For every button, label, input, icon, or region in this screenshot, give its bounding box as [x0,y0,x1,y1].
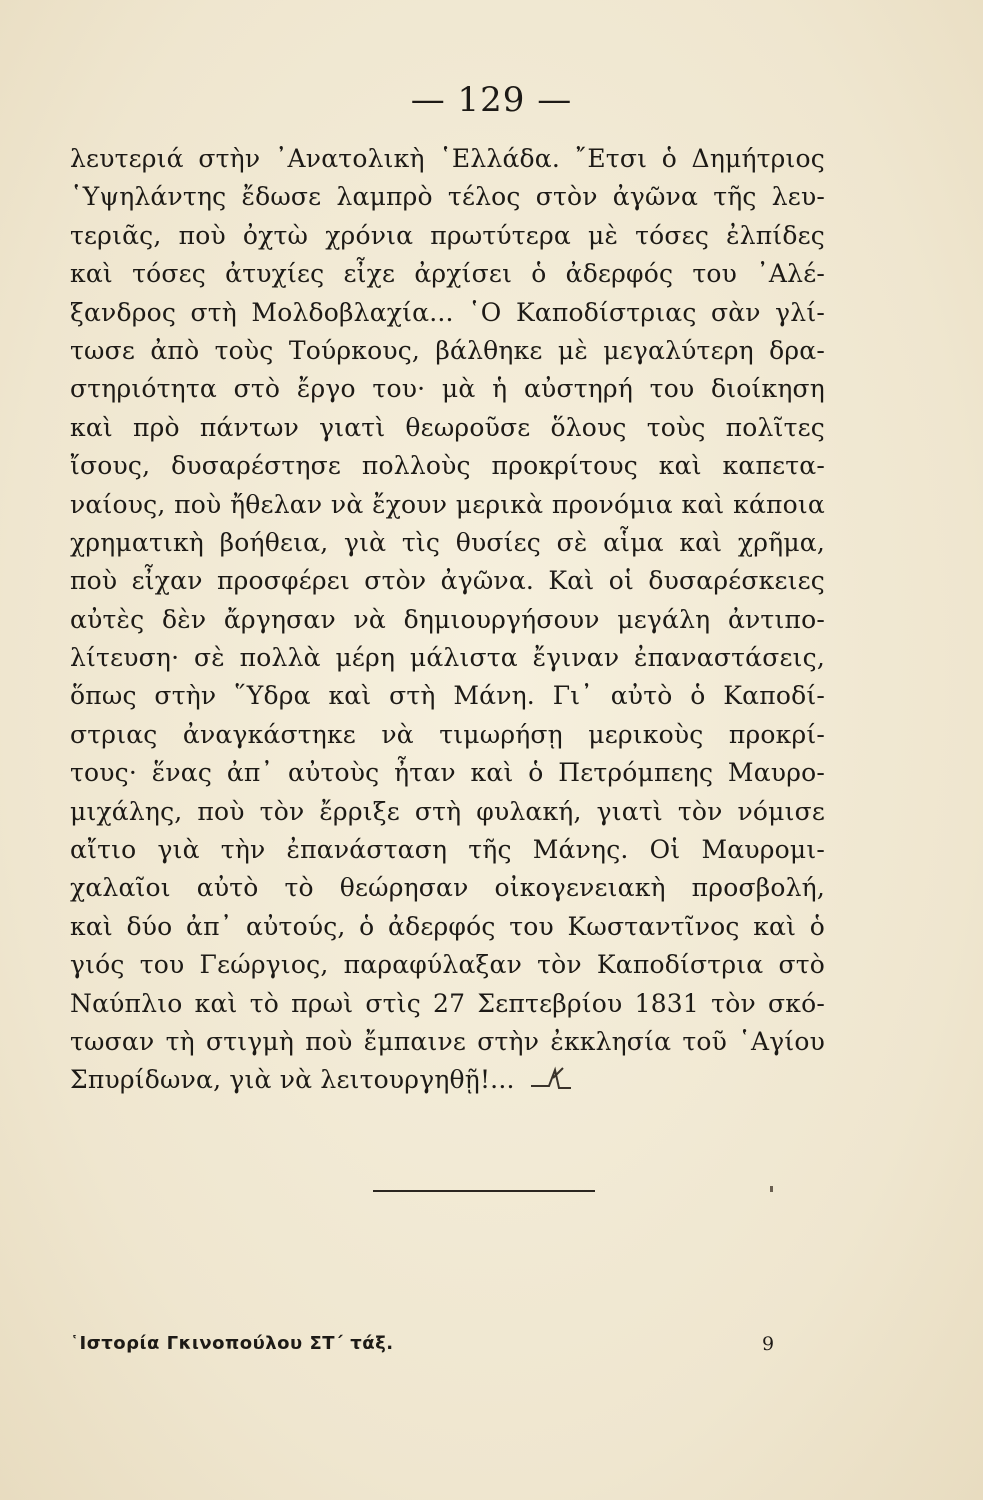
text-line: λευτεριά στὴν ᾿Ανατολικὴ ῾Ελλάδα. ῎Ετσι ὁ Δημήτριος [70,144,825,173]
text-line-last-content: Σπυρίδωνα, γιὰ νὰ λειτουργηθῇ!... [70,1065,515,1095]
text-line: καὶ τόσες ἀτυχίες εἶχε ἀρχίσει ὁ ἀδερφός του ᾿Αλέ- [70,259,825,289]
text-line: ῾Υψηλάντης ἔδωσε λαμπρὸ τέλος στὸν ἀγῶνα τῆς λευ- [70,182,825,212]
text-line: αὐτὲς δὲν ἄργησαν νὰ δημιουργήσουν μεγάλη ἀντιπο- [70,604,825,634]
text-line: ἴσους, δυσαρέστησε πολλοὺς προκρίτους καὶ καπετα- [70,451,825,481]
text-line: ποὺ εἶχαν προσφέρει στὸν ἀγῶνα. Καὶ οἱ δυσαρέσκειες [70,566,825,596]
text-line: καὶ πρὸ πάντων γιατὶ θεωροῦσε ὅλους τοὺς πολῖτες [70,412,825,442]
text-line: ξανδρος στὴ Μολδοβλαχία... ῾Ο Καποδίστριας σὰν γλί- [70,297,825,327]
text-line: στριας ἀναγκάστηκε νὰ τιμωρήσῃ μερικοὺς προκρί- [70,719,825,749]
section-divider [373,1190,595,1192]
text-line: μιχάλης, ποὺ τὸν ἔρριξε στὴ φυλακή, γιατὶ τὸν νόμισε [70,796,825,826]
signature-mark: 9 [762,1333,775,1355]
footer-source: ῾Ιστορία Γκινοπούλου ΣΤ΄ τάξ. [70,1333,394,1354]
text-line: καὶ δύο ἀπ᾿ αὐτούς, ὁ ἀδερφός του Κωσταντῖνος καὶ ὁ [70,911,825,941]
text-line: τους· ἕνας ἀπ᾿ αὐτοὺς ἦταν καὶ ὁ Πετρόμπεης Μαυρο- [70,758,825,788]
handwritten-mark-icon [529,1063,573,1101]
body-text [70,140,825,1100]
text-line: γιός του Γεώργιος, παραφύλαξαν τὸν Καποδίστρια στὸ [70,950,825,980]
text-line: τωσαν τὴ στιγμὴ ποὺ ἔμπαινε στὴν ἐκκλησία τοῦ ῾Αγίου [70,1026,825,1056]
text-line: ὅπως στὴν ῞Υδρα καὶ στὴ Μάνη. Γι᾿ αὐτὸ ὁ Καποδί- [70,681,825,711]
text-line: χρηματικὴ βοήθεια, γιὰ τὶς θυσίες σὲ αἷμα καὶ χρῆμα, [70,527,825,557]
ink-speck [770,1186,773,1192]
text-line: τωσε ἀπὸ τοὺς Τούρκους, βάλθηκε μὲ μεγαλύτερη δρα- [70,335,825,365]
text-line: λίτευση· σὲ πολλὰ μέρη μάλιστα ἔγιναν ἐπαναστάσεις, [70,643,825,673]
text-line: Ναύπλιο καὶ τὸ πρωὶ στὶς 27 Σεπτεβρίου 1831 τὸν σκό- [70,988,825,1018]
text-line: χαλαῖοι αὐτὸ τὸ θεώρησαν οἰκογενειακὴ προσβολή, [70,873,825,903]
text-line: στηριότητα στὸ ἔργο του· μὰ ἡ αὐστηρή του διοίκηση [70,374,825,404]
text-line: τεριᾶς, ποὺ ὀχτὼ χρόνια πρωτύτερα μὲ τόσες ἐλπίδες [70,220,825,250]
text-line-last [70,1061,825,1099]
text-line: αἴτιο γιὰ τὴν ἐπανάσταση τῆς Μάνης. Οἱ Μαυρομι- [70,835,825,865]
page-number: — 129 — [410,80,573,120]
text-line: ναίους, ποὺ ἤθελαν νὰ ἔχουν μερικὰ προνόμια καὶ κάποια [70,489,825,519]
